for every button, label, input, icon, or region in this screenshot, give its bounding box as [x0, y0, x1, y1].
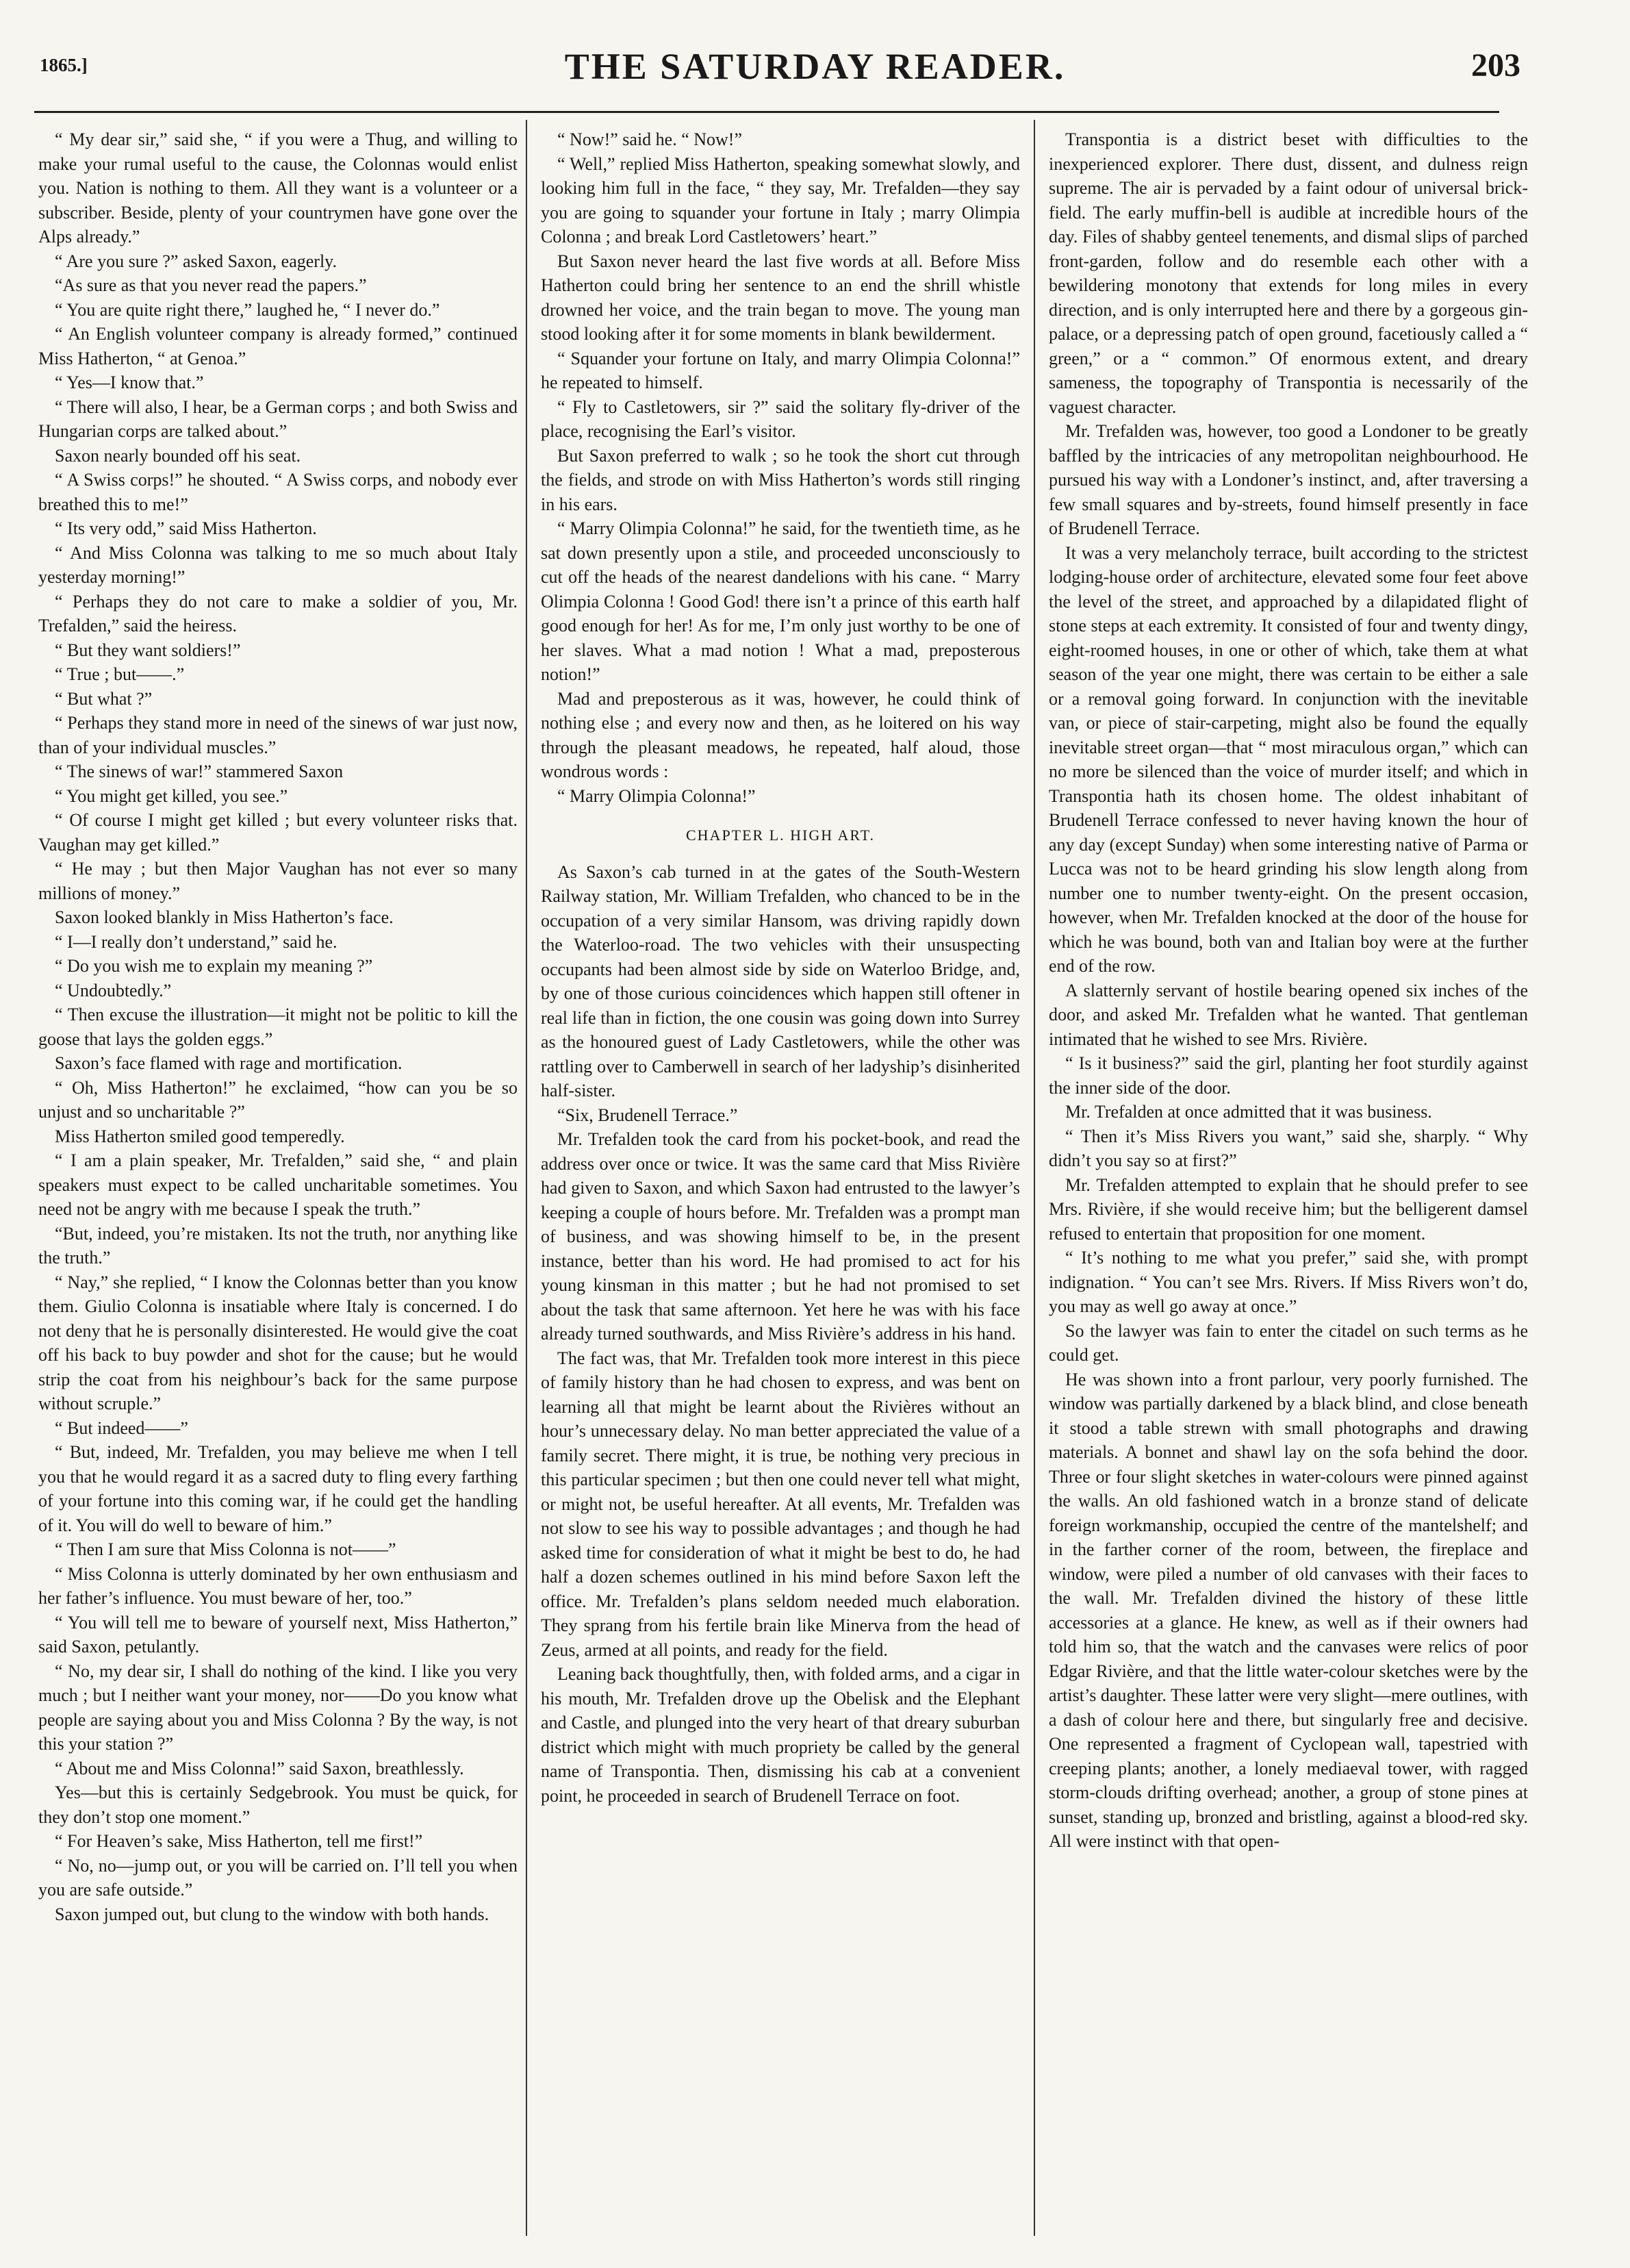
paragraph: Mr. Trefalden was, however, too good a Londoner to be greatly baffled by the intricacies of any metropolitan neighbourhood. He pursued his way with a Londoner’s instinct, and, after traversing a few small squares and by-streets, found himself presently in face of Brudenell Terrace. [1049, 421, 1528, 538]
paragraph: “ Marry Olimpia Colonna!” he said, for the twentieth time, as he sat down presently upon a stile, and proceeded unconsciously to cut off the heads of the nearest dandelions with his cane. “ Marry Olimpia Colonna ! Good God! there isn’t a prince of this earth half good enough for her! As for me, I’m only just worthy to be one of her slaves. What a mad notion ! What a mad, preposterous notion!” [541, 518, 1020, 684]
paragraph: Saxon looked blankly in Miss Hatherton’s face. [55, 907, 394, 927]
paragraph: Saxon jumped out, but clung to the window with both hands. [55, 1904, 489, 1924]
paragraph: “ The sinews of war!” stammered Saxon [55, 761, 344, 781]
paragraph: “ About me and Miss Colonna!” said Saxon, breathlessly. [55, 1758, 464, 1778]
paragraph: Transpontia is a district beset with difficulties to the inexperienced explorer. There dust, dissent, and dulness reign supreme. The air is pervaded by a faint odour of universal brick-field. The early muffin-bell is audible at incredible hours of the day. Files of shabby genteel tenements, and dismal slips of parched front-garden, follow and do resemble each other with a bewildering monotony that extends for long miles in every direction, and is only interrupted here and there by a gorgeous gin-palace, or a depressing patch of open ground, facetiously called a “ green,” or a “ common.” Of enormous extent, and dreary sameness, the topography of Transpontia is necessarily of the vaguest character. [1049, 129, 1528, 417]
paragraph: “ But indeed——” [55, 1418, 188, 1438]
paragraph: Yes—but this is certainly Sedgebrook. You must be quick, for they don’t stop one moment.” [38, 1782, 518, 1827]
paragraph: “ Well,” replied Miss Hatherton, speaking somewhat slowly, and looking him full in the face, “ they say, Mr. Trefalden—they say you are going to squander your fortune in Italy ; marry Olimpia Colonna ; and break Lord Castletowers’ heart.” [541, 153, 1020, 247]
paragraph: It was a very melancholy terrace, built according to the strictest lodging-house order of architecture, elevated some four feet above the level of the street, and approached by a dilapidated flight of stone steps at each extremity. It consisted of four and twenty dingy, eight-roomed houses, in one or other of which, take them at what season of the year one might, there was certain to be either a sale or a removal going forward. In conjunction with the inevitable van, or piece of stair-carpeting, might also be found the equally inevitable street organ—that “ most miraculous organ,” which can no more be silenced than the voice of murder itself; and which in Transpontia hath its chosen home. The oldest inhabitant of Brudenell Terrace confessed to never having known the hour of any day (except Sunday) when some interesting native of Parma or Lucca was not to be heard grinding his slow length along from number one to number twenty-eight. On the present occasion, however, when Mr. Trefalden knocked at the door of the house for which he was bound, both van and Italian boy were at the further end of the row. [1049, 542, 1528, 976]
paragraph: “ Now!” said he. “ Now!” [557, 129, 743, 149]
masthead-title: THE SATURDAY READER. [564, 46, 1066, 87]
paragraph: “ Of course I might get killed ; but every volunteer risks that. Vaughan may get killed.” [38, 810, 518, 855]
paragraph: “ You might get killed, you see.” [55, 785, 288, 806]
paragraph: As Saxon’s cab turned in at the gates of the South-Western Railway station, Mr. William Trefalden, who chanced to be in the occupation of a very similar Hansom, was driving rapidly down the Waterloo-road. The two vehicles with their unsuspecting occupants had been almost side by side on Waterloo Bridge, and, by one of those curious coincidences which happen still oftener in real life than in fiction, the one cousin was going down into Surrey as the honoured guest of Lady Castletowers, while the other was rattling over to Camberwell in search of her ladyship’s disinherited half-sister. [541, 861, 1020, 1100]
paragraph: “ Do you wish me to explain my meaning ?” [55, 956, 373, 976]
paragraph: “ Miss Colonna is utterly dominated by her own enthusiasm and her father’s influence. You must beware of her, too.” [38, 1563, 518, 1608]
paragraph: “ It’s nothing to me what you prefer,” said she, with prompt indignation. “ You can’t see Mrs. Rivers. If Miss Rivers won’t do, you may as well go away at once.” [1049, 1248, 1528, 1316]
paragraph: “ Are you sure ?” asked Saxon, eagerly. [55, 251, 337, 271]
paragraph: “ No, no—jump out, or you will be carried on. I’ll tell you when you are safe outside.” [38, 1855, 518, 1900]
paragraph: “ He may ; but then Major Vaughan has not ever so many millions of money.” [38, 859, 518, 903]
paragraph: Mr. Trefalden attempted to explain that he should prefer to see Mrs. Rivière, if she would receive him; but the belligerent damsel refused to entertain that proposition for one moment. [1049, 1174, 1528, 1244]
paragraph: He was shown into a front parlour, very poorly furnished. The window was partially darkened by a black blind, and close beneath it stood a table strewn with small photographs and drawing materials. A bonnet and shawl lay on the sofa behind the door. Three or four slight sketches in water-colours were pinned against the walls. An old fashioned watch in a bronze stand of delicate foreign workmanship, occupied the centre of the mantelshelf; and in the farther corner of the room, between, the fireplace and window, were piled a number of old canvases with their faces to the wall. Mr. Trefalden divined the history of these little accessories at a glance. He knew, as well as if their owners had told him so, that the watch and the canvases were relics of poor Edgar Rivière, and that the little water-colour sketches were by the artist’s daughter. These latter were very slight—mere outlines, with a dash of colour here and there, but singularly free and decisive. One represented a fragment of Cyclopean wall, tapestried with creeping plants; another, a lonely mediaeval tower, with ragged storm-clouds drifting overhead; another, a group of stone pines at sunset, standing up, bronzed and bristling, against a blood-red sky. All were instinct with that open- [1049, 1369, 1528, 1851]
paragraph: “ Fly to Castletowers, sir ?” said the solitary fly-driver of the place, recognising the Earl’s visitor. [541, 396, 1020, 441]
page-number: 203 [1471, 47, 1520, 84]
paragraph: “ My dear sir,” said she, “ if you were a Thug, and willing to make your rumal useful to the cause, the Colonnas would enlist you. Nation is nothing to them. All they want is a volunteer or a subscriber. Beside, plenty of your countrymen have gone over the Alps already.” [38, 129, 518, 247]
paragraph: “Six, Brudenell Terrace.” [557, 1105, 738, 1125]
paragraph: Saxon’s face flamed with rage and mortification. [55, 1053, 403, 1073]
paragraph: “ An English volunteer company is already formed,” continued Miss Hatherton, “ at Genoa.” [38, 324, 518, 368]
column-2 [541, 127, 1020, 2236]
paragraph: But Saxon preferred to walk ; so he took the short cut through the fields, and strode on with Miss Hatherton’s words still ringing in his ears. [541, 445, 1020, 514]
paragraph: “ Perhaps they stand more in need of the sinews of war just now, than of your individual muscles.” [38, 713, 518, 757]
paragraph: “ True ; but——.” [55, 664, 185, 684]
paragraph: “ And Miss Colonna was talking to me so much about Italy yesterday morning!” [38, 542, 518, 587]
paragraph: “ I am a plain speaker, Mr. Trefalden,” said she, “ and plain speakers must expect to be called uncharitable sometimes. You need not be angry with me because I speak the truth.” [38, 1150, 518, 1219]
paragraph: Mad and preposterous as it was, however, he could think of nothing else ; and every now and then, as he loitered on his way through the pleasant meadows, he repeated, half aloud, those wondrous words : [541, 688, 1020, 781]
header-rule [34, 111, 1499, 113]
paragraph: Mr. Trefalden at once admitted that it was business. [1065, 1102, 1432, 1122]
paragraph: “ Nay,” she replied, “ I know the Colonnas better than you know them. Giulio Colonna is insatiable where Italy is concerned. I do not deny that he is personally disinterested. He would give the coat off his back to buy powder and shot for the cause; but he would strip the coat from his neighbour’s back for the same purpose without scruple.” [38, 1272, 518, 1413]
paragraph: “ There will also, I hear, be a German corps ; and both Swiss and Hungarian corps are talked about.” [38, 396, 518, 441]
column-1 [38, 127, 518, 2236]
paragraph: “But, indeed, you’re mistaken. Its not the truth, nor anything like the truth.” [38, 1223, 518, 1268]
paragraph: A slatternly servant of hostile bearing opened six inches of the door, and asked Mr. Trefalden what he wanted. That gentleman intimated that he wished to see Mrs. Rivière. [1049, 980, 1528, 1049]
paragraph: “ Its very odd,” said Miss Hatherton. [55, 518, 317, 538]
paragraph: “ Is it business?” said the girl, planting her foot sturdily against the inner side of the door. [1049, 1053, 1528, 1098]
paragraph: But Saxon never heard the last five words at all. Before Miss Hatherton could bring her sentence to an end the shrill whistle drowned her voice, and the train began to move. The young man stood looking after it for some moments in blank bewilderment. [541, 251, 1020, 344]
paragraph: “ Squander your fortune on Italy, and marry Olimpia Colonna!” he repeated to himself. [541, 348, 1020, 392]
paragraph: “ For Heaven’s sake, Miss Hatherton, tell me first!” [55, 1831, 423, 1851]
paragraph: “ Yes—I know that.” [55, 373, 204, 392]
paragraph: “ But they want soldiers!” [55, 640, 241, 660]
paragraph: “ Marry Olimpia Colonna!” [557, 785, 756, 806]
paragraph: “ A Swiss corps!” he shouted. “ A Swiss corps, and nobody ever breathed this to me!” [38, 470, 518, 514]
paragraph: “ I—I really don’t understand,” said he. [55, 931, 338, 952]
paragraph: “ Then I am sure that Miss Colonna is not——” [55, 1539, 396, 1559]
paragraph: Saxon nearly bounded off his seat. [55, 445, 301, 466]
paragraph: So the lawyer was fain to enter the citadel on such terms as he could get. [1049, 1320, 1528, 1365]
chapter-heading: CHAPTER L. HIGH ART. [686, 827, 875, 844]
paragraph: “ But what ?” [55, 688, 153, 709]
paragraph: “ Perhaps they do not care to make a soldier of you, Mr. Trefalden,” said the heiress. [38, 591, 518, 635]
paragraph: “ Undoubtedly.” [55, 980, 172, 1000]
paragraph: “ You are quite right there,” laughed he, “ I never do.” [55, 299, 440, 320]
column-3 [1049, 127, 1528, 2236]
paragraph: Leaning back thoughtfully, then, with folded arms, and a cigar in his mouth, Mr. Trefalden drove up the Obelisk and the Elephant and Castle, and plunged into the very heart of that dreary suburban district which might with much propriety be called by the general name of Transpontia. Then, dismissing his cab at a convenient point, he proceeded in search of Brudenell Terrace on foot. [541, 1664, 1020, 1806]
paragraph: The fact was, that Mr. Trefalden took more interest in this piece of family history than he had chosen to express, and was bent on learning all that might be learnt about the Rivières without an hour’s unnecessary delay. No man better appreciated the value of a family secret. There might, it is true, be nothing very precious in this particular specimen ; but then one could never tell what might, or might not, be useful hereafter. At all events, Mr. Trefalden was not slow to see his way to possible advantages ; and though he had asked time for consideration of what it might be best to do, he had half a dozen schemes outlined in his mind before Saxon left the office. Mr. Trefalden’s plans seldom needed much elaboration. They sprang from his fertile brain like Minerva from the head of Zeus, armed at all points, and ready for the field. [541, 1348, 1020, 1660]
paragraph: “ But, indeed, Mr. Trefalden, you may believe me when I tell you that he would regard it as a sacred duty to fling every farthing of your fortune into this coming war, if he could get the handling of it. You will do well to beware of him.” [38, 1442, 518, 1535]
paragraph: “ No, my dear sir, I shall do nothing of the kind. I like you very much ; but I neither want your money, nor——Do you know what people are saying about you and Miss Colonna ? By the way, is not this your station ?” [38, 1661, 518, 1754]
column-divider [526, 120, 527, 2236]
paragraph: “ You will tell me to beware of yourself next, Miss Hatherton,” said Saxon, petulantly. [38, 1612, 518, 1656]
paragraph: “ Then it’s Miss Rivers you want,” said she, sharply. “ Why didn’t you say so at first?” [1049, 1126, 1528, 1170]
paragraph: “ Oh, Miss Hatherton!” he exclaimed, “how can you be so unjust and so uncharitable ?” [38, 1077, 518, 1122]
paragraph: Miss Hatherton smiled good temperedly. [55, 1126, 345, 1146]
header-year: 1865.] [40, 55, 88, 75]
column-divider [1034, 120, 1035, 2236]
paragraph: “ Then excuse the illustration—it might not be politic to kill the goose that lays the golden eggs.” [38, 1005, 518, 1049]
paragraph: “As sure as that you never read the papers.” [55, 275, 367, 295]
paragraph: Mr. Trefalden took the card from his pocket-book, and read the address over once or twice. It was the same card that Miss Rivière had given to Saxon, and which Saxon had entrusted to the lawyer’s keeping a couple of hours before. Mr. Trefalden was a prompt man of business, and was showing himself to be, in the present instance, better than his word. He had promised to act for his young kinsman in this matter ; but he had not promised to set about the task that same afternoon. Yet here he was with his face already turned southwards, and Miss Rivière’s address in his hand. [541, 1129, 1020, 1344]
